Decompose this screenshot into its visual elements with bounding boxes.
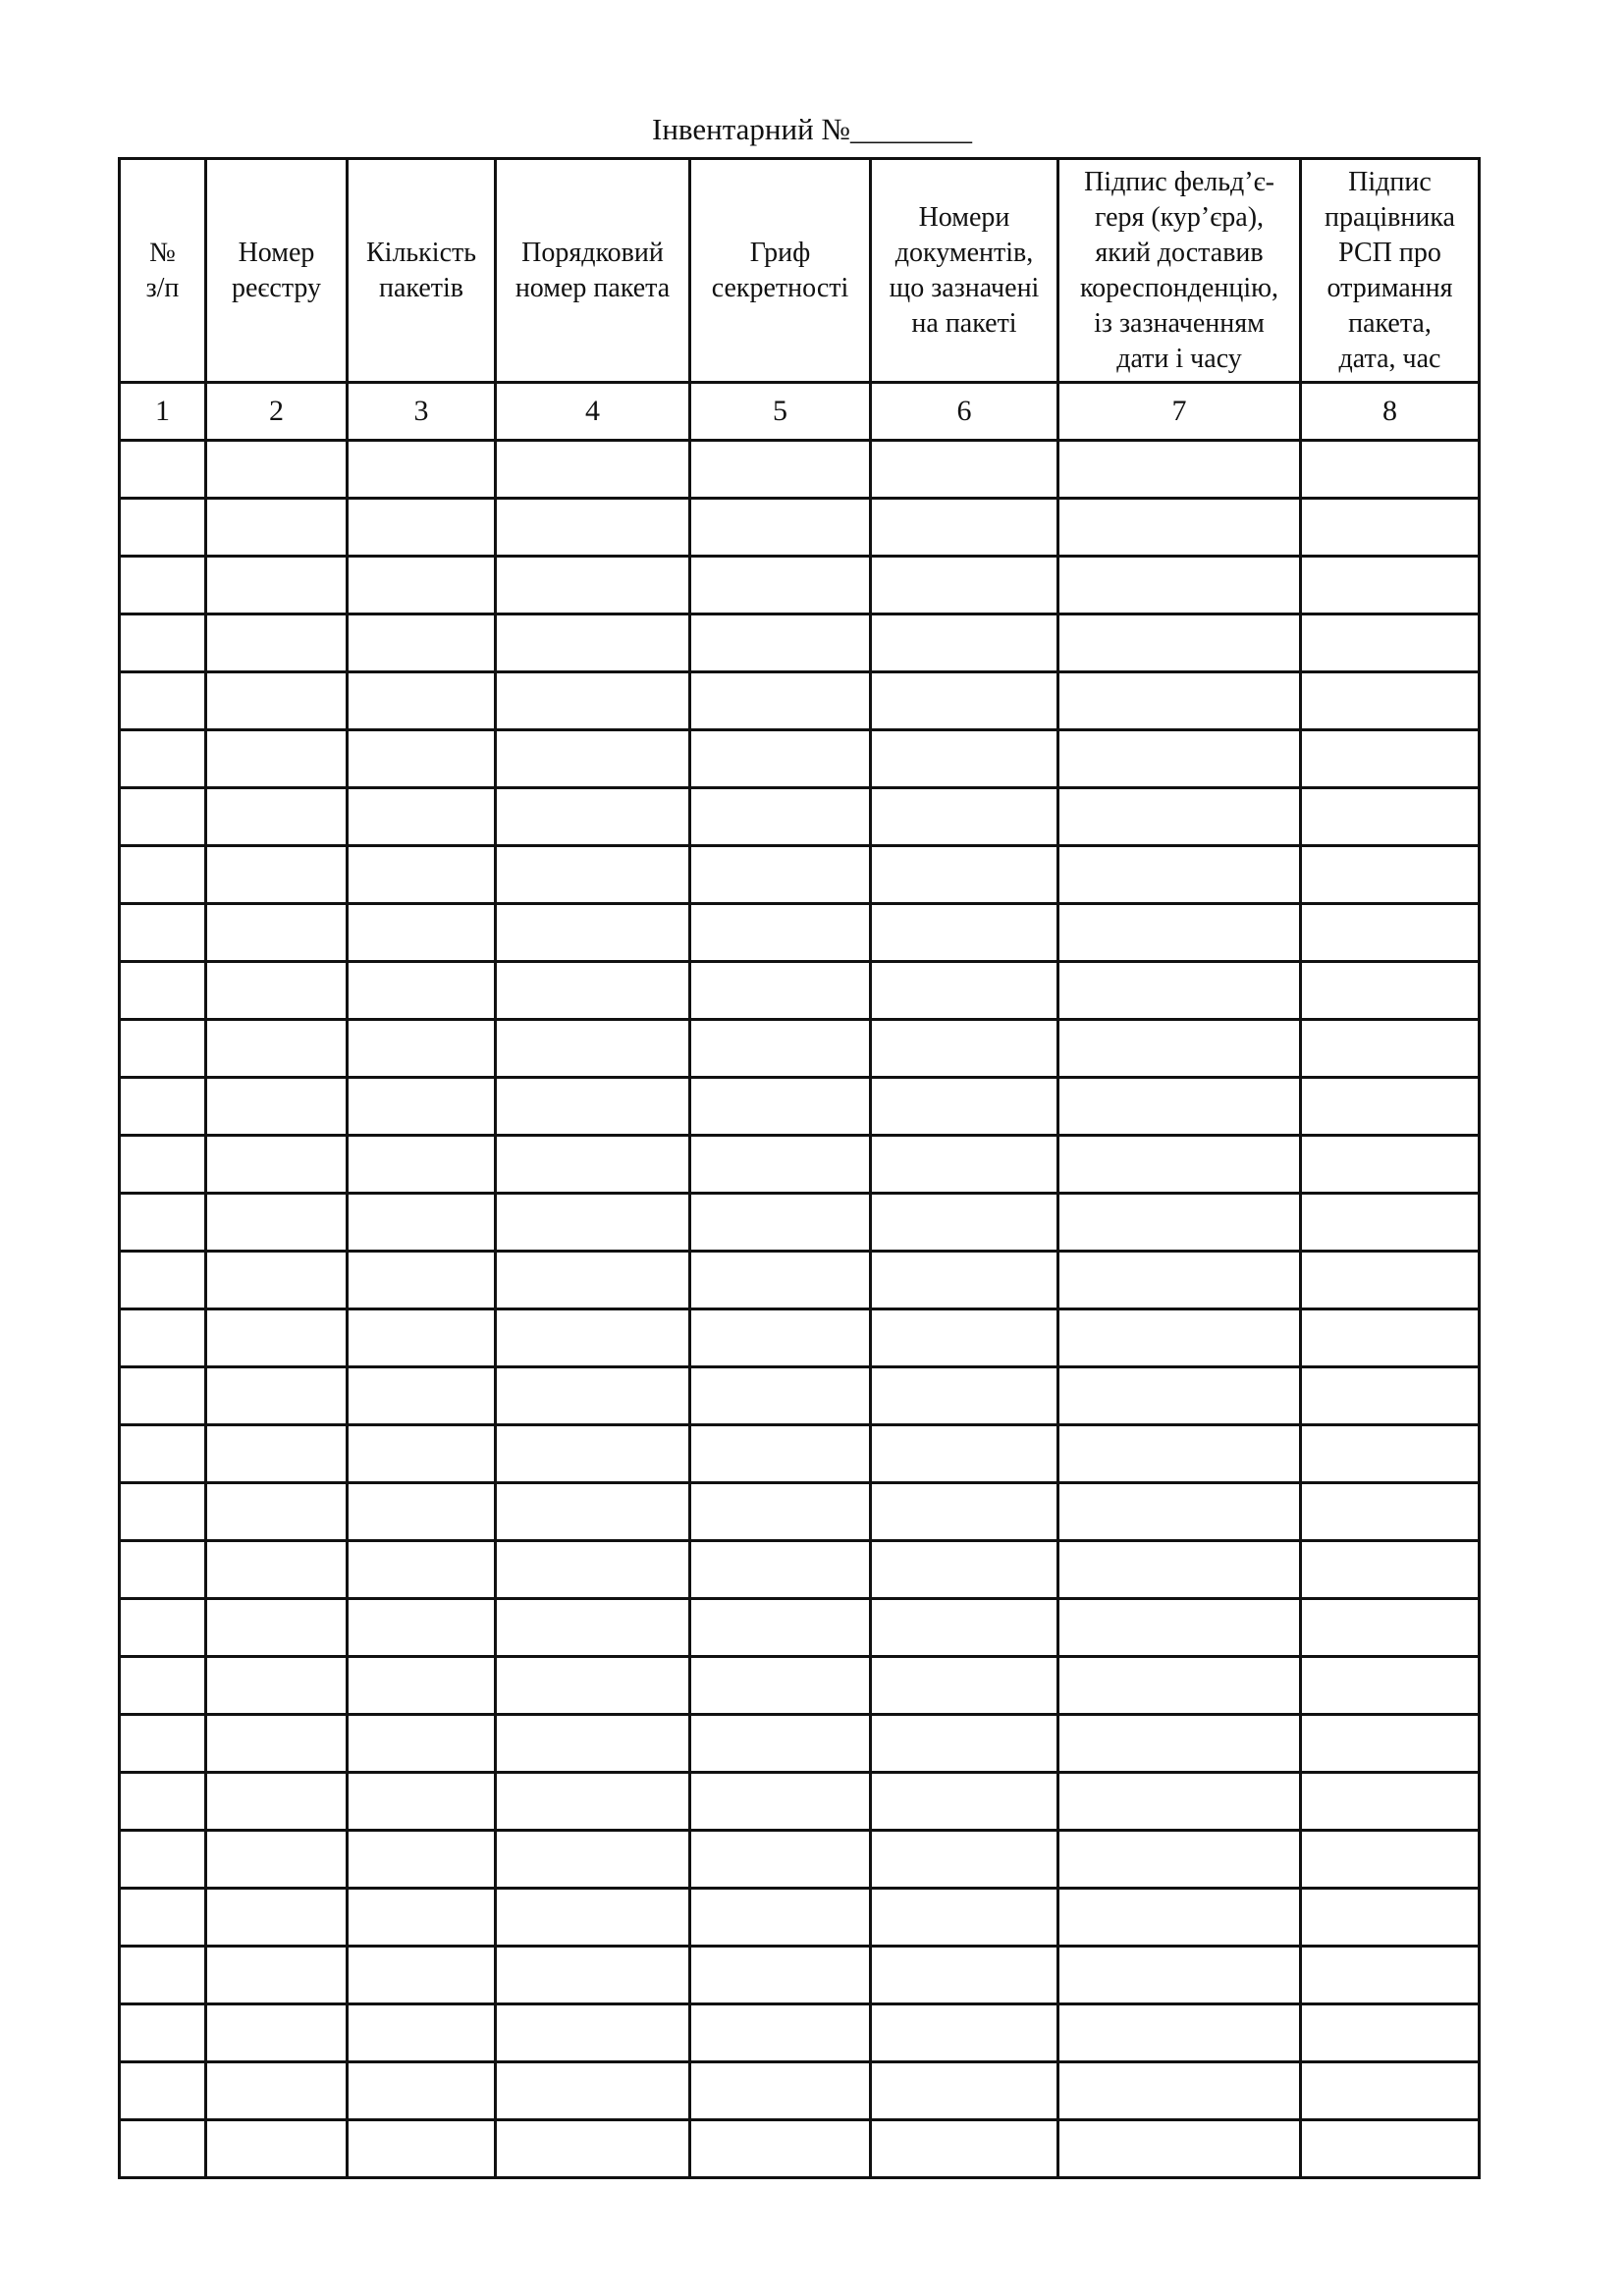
column-header-security-classification: Гриф секретності [690,159,871,383]
table-cell [871,1483,1058,1541]
table-cell [348,1947,496,2004]
table-cell [1301,962,1480,1020]
table-cell [1301,1136,1480,1194]
table-cell [496,1078,690,1136]
table-cell [690,1136,871,1194]
table-cell [690,1657,871,1715]
table-row [120,1715,1480,1773]
table-cell [1058,2004,1301,2062]
column-header-register-number: Номер реєстру [206,159,348,383]
column-header-serial-number: № з/п [120,159,206,383]
table-cell [120,2120,206,2178]
table-cell [206,1309,348,1367]
table-cell [496,1889,690,1947]
package-register-table [118,157,1481,2179]
table-cell [1058,1136,1301,1194]
table-cell [1301,1078,1480,1136]
table-cell [348,1773,496,1831]
table-cell [690,962,871,1020]
table-cell [1301,1831,1480,1889]
table-cell [1058,1773,1301,1831]
table-cell [1058,499,1301,557]
table-cell [1301,904,1480,962]
table-cell [206,1947,348,2004]
table-row [120,904,1480,962]
table-row [120,499,1480,557]
table-row [120,1889,1480,1947]
table-row [120,962,1480,1020]
table-cell [120,1367,206,1425]
table-cell [120,1541,206,1599]
table-cell [1301,1541,1480,1599]
table-cell [871,788,1058,846]
table-cell [120,1425,206,1483]
table-cell [206,672,348,730]
table-cell [690,1599,871,1657]
table-cell [690,1020,871,1078]
table-cell [496,1831,690,1889]
column-number: 8 [1301,383,1480,441]
table-cell [206,441,348,499]
table-cell [690,614,871,672]
table-row [120,2120,1480,2178]
table-cell [496,1715,690,1773]
table-cell [120,1657,206,1715]
table-cell [1058,1599,1301,1657]
table-cell [348,1309,496,1367]
table-cell [871,1773,1058,1831]
table-cell [496,2062,690,2120]
table-cell [206,1078,348,1136]
table-cell [690,1947,871,2004]
table-cell [496,1309,690,1367]
table-cell [871,1947,1058,2004]
table-cell [871,499,1058,557]
table-cell [1301,1252,1480,1309]
table-cell [496,557,690,614]
table-cell [206,1715,348,1773]
table-cell [348,1715,496,1773]
table-cell [1301,730,1480,788]
table-cell [496,1194,690,1252]
table-cell [206,1252,348,1309]
table-cell [1058,672,1301,730]
table-cell [120,441,206,499]
table-cell [871,441,1058,499]
table-cell [348,788,496,846]
table-cell [1301,2062,1480,2120]
table-cell [348,2004,496,2062]
table-cell [496,1599,690,1657]
table-cell [348,1020,496,1078]
table-cell [871,1194,1058,1252]
column-number: 6 [871,383,1058,441]
table-cell [1058,1715,1301,1773]
table-row [120,1599,1480,1657]
table-header-row [120,159,1480,383]
table-row [120,1078,1480,1136]
table-cell [120,1715,206,1773]
table-cell [690,1078,871,1136]
table-cell [1058,441,1301,499]
table-cell [690,2062,871,2120]
table-cell [496,1773,690,1831]
table-cell [206,1020,348,1078]
table-cell [690,1194,871,1252]
table-cell [1058,962,1301,1020]
table-cell [120,557,206,614]
table-cell [120,1252,206,1309]
table-cell [348,1831,496,1889]
table-cell [496,441,690,499]
table-cell [496,1657,690,1715]
table-cell [1301,1194,1480,1252]
table-row [120,1020,1480,1078]
table-cell [348,962,496,1020]
table-cell [348,1889,496,1947]
table-cell [1058,1889,1301,1947]
table-row [120,1309,1480,1367]
column-number: 5 [690,383,871,441]
column-number: 7 [1058,383,1301,441]
table-cell [206,730,348,788]
table-cell [871,1599,1058,1657]
table-cell [120,730,206,788]
table-cell [1058,557,1301,614]
table-cell [690,1541,871,1599]
table-cell [206,962,348,1020]
table-cell [871,2004,1058,2062]
column-header-receiver-signature: Підпис працівника РСП про отримання пакета, дата, час [1301,159,1480,383]
table-cell [348,1657,496,1715]
table-cell [348,2062,496,2120]
table-cell [120,1020,206,1078]
table-cell [120,962,206,1020]
table-cell [871,730,1058,788]
table-cell [206,1483,348,1541]
table-cell [1301,1367,1480,1425]
table-cell [206,1194,348,1252]
table-cell [120,2062,206,2120]
table-cell [690,672,871,730]
table-row [120,1947,1480,2004]
table-cell [120,1309,206,1367]
table-cell [348,1599,496,1657]
blank-entry-rows [120,441,1480,2178]
table-cell [348,2120,496,2178]
table-cell [690,2004,871,2062]
table-cell [690,441,871,499]
table-cell [871,2120,1058,2178]
column-number: 3 [348,383,496,441]
table-cell [120,846,206,904]
table-cell [206,614,348,672]
column-number: 2 [206,383,348,441]
table-cell [206,1425,348,1483]
table-cell [206,1773,348,1831]
table-row [120,788,1480,846]
table-cell [690,499,871,557]
table-cell [871,1831,1058,1889]
table-cell [1058,2062,1301,2120]
table-cell [690,846,871,904]
table-cell [120,1194,206,1252]
table-row [120,846,1480,904]
table-row [120,1425,1480,1483]
table-cell [120,499,206,557]
table-cell [871,672,1058,730]
table-row [120,557,1480,614]
table-cell [496,962,690,1020]
table-cell [496,2120,690,2178]
table-row [120,441,1480,499]
table-cell [1058,1078,1301,1136]
table-cell [1058,1657,1301,1715]
table-cell [206,2004,348,2062]
table-cell [871,962,1058,1020]
table-cell [206,1541,348,1599]
table-cell [690,788,871,846]
table-cell [1058,1367,1301,1425]
table-row [120,1252,1480,1309]
table-cell [1058,1252,1301,1309]
table-row [120,1483,1480,1541]
table-cell [871,1425,1058,1483]
table-cell [206,1889,348,1947]
table-cell [1058,904,1301,962]
table-cell [1058,1831,1301,1889]
table-cell [348,1367,496,1425]
table-row [120,1367,1480,1425]
table-cell [496,1425,690,1483]
table-cell [206,557,348,614]
table-cell [871,1252,1058,1309]
column-header-document-numbers: Номери документів, що зазначені на пакеті [871,159,1058,383]
table-cell [871,904,1058,962]
table-cell [348,557,496,614]
table-cell [871,1309,1058,1367]
table-cell [1301,1020,1480,1078]
table-cell [1301,1889,1480,1947]
table-cell [120,1889,206,1947]
table-cell [348,846,496,904]
table-cell [348,441,496,499]
table-row [120,730,1480,788]
table-cell [206,1136,348,1194]
table-row [120,2062,1480,2120]
inventory-number-heading: Інвентарний №________ [652,112,972,146]
table-cell [1301,441,1480,499]
table-cell [1301,614,1480,672]
table-row [120,1773,1480,1831]
table-cell [690,1252,871,1309]
table-cell [1301,1947,1480,2004]
table-cell [1301,2120,1480,2178]
table-cell [871,1020,1058,1078]
table-cell [1301,1715,1480,1773]
column-number: 1 [120,383,206,441]
table-cell [206,846,348,904]
table-cell [1058,1483,1301,1541]
table-cell [120,1831,206,1889]
table-cell [496,672,690,730]
table-row [120,1194,1480,1252]
table-cell [120,1773,206,1831]
table-cell [871,1541,1058,1599]
table-cell [690,904,871,962]
table-cell [1058,614,1301,672]
table-cell [120,1599,206,1657]
table-cell [1058,1947,1301,2004]
table-cell [690,1831,871,1889]
table-cell [871,1889,1058,1947]
table-row [120,1541,1480,1599]
table-cell [871,846,1058,904]
table-cell [206,1831,348,1889]
table-cell [348,730,496,788]
table-cell [120,904,206,962]
table-cell [496,904,690,962]
table-cell [1301,1773,1480,1831]
table-cell [690,1309,871,1367]
table-row [120,672,1480,730]
table-cell [496,1252,690,1309]
table-cell [1301,1309,1480,1367]
table-cell [348,1194,496,1252]
table-cell [496,1020,690,1078]
table-cell [348,1425,496,1483]
column-header-package-count: Кількість пакетів [348,159,496,383]
table-cell [206,1367,348,1425]
table-cell [120,788,206,846]
table-cell [120,1078,206,1136]
table-cell [690,1483,871,1541]
table-cell [348,1541,496,1599]
table-cell [348,904,496,962]
table-cell [496,614,690,672]
table-cell [690,1889,871,1947]
table-cell [1301,499,1480,557]
table-cell [206,1657,348,1715]
column-header-package-sequence: Порядковий номер пакета [496,159,690,383]
column-number: 4 [496,383,690,441]
table-cell [871,1136,1058,1194]
table-cell [871,614,1058,672]
table-cell [1301,2004,1480,2062]
table-cell [690,730,871,788]
table-cell [871,1078,1058,1136]
table-cell [1058,730,1301,788]
table-cell [120,1483,206,1541]
table-cell [871,1657,1058,1715]
table-cell [348,1136,496,1194]
table-cell [1301,846,1480,904]
table-cell [1301,1425,1480,1483]
table-cell [348,1483,496,1541]
table-cell [1058,1425,1301,1483]
table-cell [1301,672,1480,730]
table-cell [496,846,690,904]
table-cell [871,1367,1058,1425]
column-number-row [120,383,1480,441]
table-cell [1058,846,1301,904]
table-cell [690,1773,871,1831]
table-cell [1058,1194,1301,1252]
table-cell [871,557,1058,614]
table-cell [206,499,348,557]
table-cell [496,1541,690,1599]
table-cell [871,2062,1058,2120]
table-cell [1301,557,1480,614]
table-cell [496,1367,690,1425]
table-row [120,1657,1480,1715]
table-cell [120,2004,206,2062]
table-cell [496,1947,690,2004]
table-cell [206,788,348,846]
table-row [120,1831,1480,1889]
table-cell [206,2120,348,2178]
table-cell [348,1078,496,1136]
column-header-courier-signature: Підпис фельд’є- геря (кур’єра), який доставив кореспонденцію, із зазначенням дати і часу [1058,159,1301,383]
table-cell [496,1136,690,1194]
table-cell [690,1425,871,1483]
table-cell [1301,788,1480,846]
table-cell [496,2004,690,2062]
table-cell [206,904,348,962]
table-cell [1301,1483,1480,1541]
table-cell [496,788,690,846]
table-cell [1058,2120,1301,2178]
table-cell [690,2120,871,2178]
table-cell [1058,1309,1301,1367]
table-cell [1301,1599,1480,1657]
table-cell [348,1252,496,1309]
table-cell [348,672,496,730]
table-cell [1058,1020,1301,1078]
table-cell [1301,1657,1480,1715]
table-cell [496,499,690,557]
table-cell [496,1483,690,1541]
table-row [120,1136,1480,1194]
table-cell [690,1715,871,1773]
table-cell [120,672,206,730]
table-cell [348,499,496,557]
table-cell [120,1136,206,1194]
table-cell [120,614,206,672]
table-row [120,2004,1480,2062]
table-cell [206,1599,348,1657]
table-cell [120,1947,206,2004]
table-cell [871,1715,1058,1773]
table-cell [690,557,871,614]
table-row [120,614,1480,672]
table-cell [496,730,690,788]
table-cell [1058,788,1301,846]
table-cell [1058,1541,1301,1599]
table-cell [206,2062,348,2120]
table-cell [690,1367,871,1425]
table-cell [348,614,496,672]
